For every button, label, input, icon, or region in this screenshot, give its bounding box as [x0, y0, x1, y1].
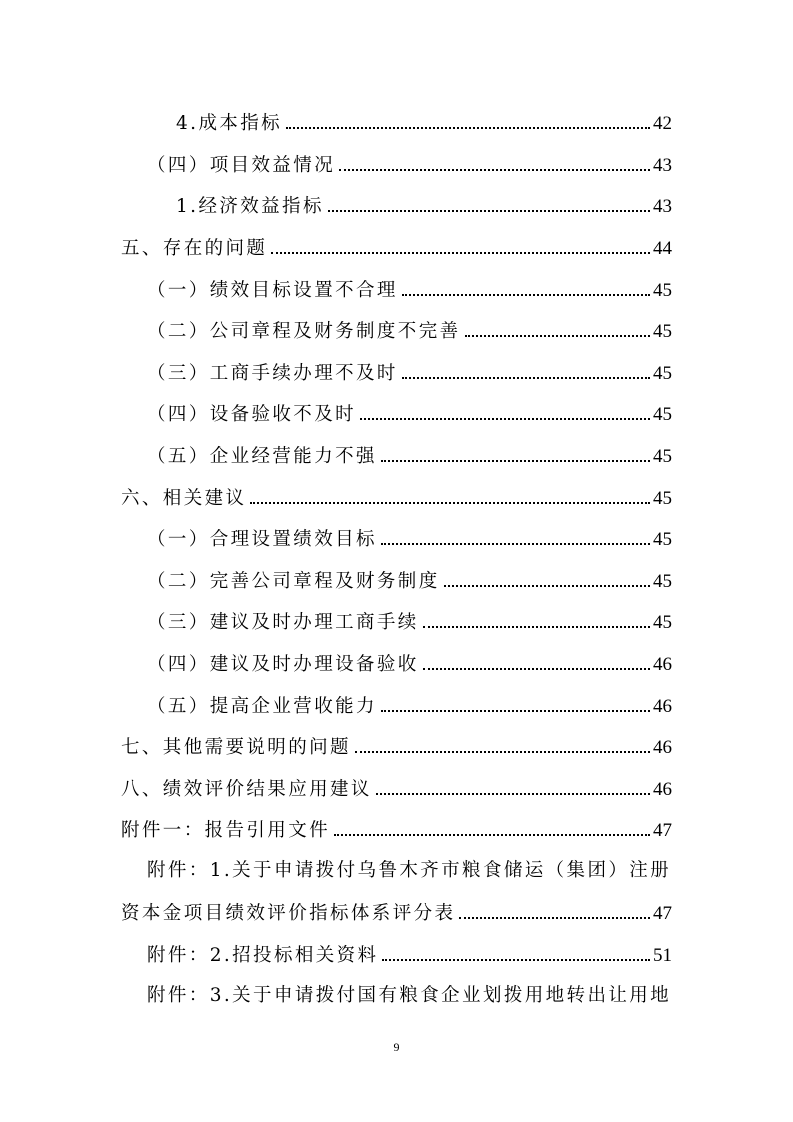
toc-leader-dots — [376, 793, 650, 795]
toc-entry-title: 五、存在的问题 — [121, 238, 268, 259]
toc-entry-page: 45 — [653, 363, 672, 384]
toc-leader-dots — [360, 418, 650, 420]
toc-entry-title: 4.成本指标 — [176, 113, 283, 134]
toc-leader-dots — [339, 169, 650, 171]
toc-entry[interactable] — [147, 642, 672, 676]
toc-entry-page: 51 — [653, 945, 672, 966]
toc-entry[interactable] — [121, 226, 672, 260]
toc-entry[interactable] — [147, 434, 672, 468]
toc-wrapped-line[interactable]: 附件：1.关于申请拨付乌鲁木齐市粮食储运（集团）注册 — [147, 860, 672, 881]
toc-entry[interactable] — [147, 351, 672, 385]
toc-entry[interactable] — [147, 392, 672, 426]
toc-leader-dots — [402, 294, 650, 296]
toc-entry-title: 1.经济效益指标 — [176, 196, 324, 217]
toc-entry[interactable] — [176, 101, 672, 135]
toc-entry[interactable] — [121, 767, 672, 801]
toc-entry-title: （一）合理设置绩效目标 — [147, 529, 377, 550]
toc-entry-page: 47 — [653, 903, 672, 924]
toc-entry[interactable] — [147, 143, 672, 177]
toc-entry-page: 43 — [653, 155, 672, 176]
toc-entry-page: 45 — [653, 529, 672, 550]
toc-entry[interactable] — [147, 559, 672, 593]
toc-leader-dots — [381, 710, 650, 712]
toc-entry[interactable] — [176, 184, 672, 218]
toc-entry-page: 42 — [653, 113, 672, 134]
toc-leader-dots — [423, 668, 650, 670]
toc-leader-dots — [355, 751, 650, 753]
toc-leader-dots — [286, 127, 650, 129]
toc-entry-page: 45 — [653, 612, 672, 633]
toc-entry[interactable] — [147, 684, 672, 718]
toc-wrapped-line[interactable]: 附件：3.关于申请拨付国有粮食企业划拨用地转出让用地 — [147, 985, 672, 1006]
toc-entry-page: 45 — [653, 280, 672, 301]
toc-entry[interactable] — [121, 891, 672, 925]
toc-leader-dots — [381, 460, 650, 462]
toc-entry-title: 附件：2.招投标相关资料 — [147, 945, 379, 966]
toc-leader-dots — [465, 335, 650, 337]
toc-entry-page: 46 — [653, 737, 672, 758]
toc-entry-page: 46 — [653, 696, 672, 717]
toc-entry-page: 46 — [653, 654, 672, 675]
toc-entry[interactable] — [147, 268, 672, 302]
toc-entry[interactable] — [147, 309, 672, 343]
toc-entry-title: （二）完善公司章程及财务制度 — [147, 571, 440, 592]
toc-entry-title: （五）提高企业营收能力 — [147, 696, 377, 717]
toc-entry-page: 46 — [653, 779, 672, 800]
toc-leader-dots — [381, 543, 650, 545]
toc-entry-page: 45 — [653, 488, 672, 509]
toc-leader-dots — [328, 210, 650, 212]
toc-entry-title: （二）公司章程及财务制度不完善 — [147, 321, 461, 342]
toc-entry[interactable] — [147, 600, 672, 634]
page-number: 9 — [393, 1040, 400, 1054]
toc-leader-dots — [334, 834, 650, 836]
toc-entry[interactable] — [147, 933, 672, 967]
toc-entry-title: 六、相关建议 — [121, 488, 247, 509]
toc-entry-page: 45 — [653, 571, 672, 592]
toc-entry-title: （五）企业经营能力不强 — [147, 446, 377, 467]
toc-entry-title: 七、其他需要说明的问题 — [121, 737, 351, 758]
toc-entry-page: 47 — [653, 820, 672, 841]
toc-entry[interactable] — [121, 808, 672, 842]
toc-entry[interactable] — [121, 725, 672, 759]
toc-leader-dots — [459, 917, 650, 919]
toc-leader-dots — [250, 502, 650, 504]
toc-entry-page: 43 — [653, 196, 672, 217]
toc-entry[interactable] — [147, 517, 672, 551]
toc-entry[interactable] — [121, 476, 672, 510]
toc-entry-title: （四）建议及时办理设备验收 — [147, 654, 419, 675]
toc-entry-title: （三）工商手续办理不及时 — [147, 363, 398, 384]
toc-entry-page: 45 — [653, 321, 672, 342]
toc-entry-title: （一）绩效目标设置不合理 — [147, 280, 398, 301]
toc-entry-title: （四）项目效益情况 — [147, 155, 336, 176]
toc-entry-page: 44 — [653, 238, 672, 259]
toc-entry-title: 附件一：报告引用文件 — [121, 820, 331, 841]
toc-leader-dots — [444, 585, 650, 587]
toc-leader-dots — [271, 252, 650, 254]
toc-entry-page: 45 — [653, 446, 672, 467]
toc-entry-title: （三）建议及时办理工商手续 — [147, 612, 419, 633]
toc-entry-title: 八、绩效评价结果应用建议 — [121, 779, 372, 800]
toc-leader-dots — [402, 377, 650, 379]
toc-leader-dots — [382, 959, 650, 961]
toc-leader-dots — [423, 626, 650, 628]
toc-entry-title: （四）设备验收不及时 — [147, 404, 357, 425]
toc-entry-page: 45 — [653, 404, 672, 425]
toc-entry-title: 资本金项目绩效评价指标体系评分表 — [121, 903, 456, 924]
